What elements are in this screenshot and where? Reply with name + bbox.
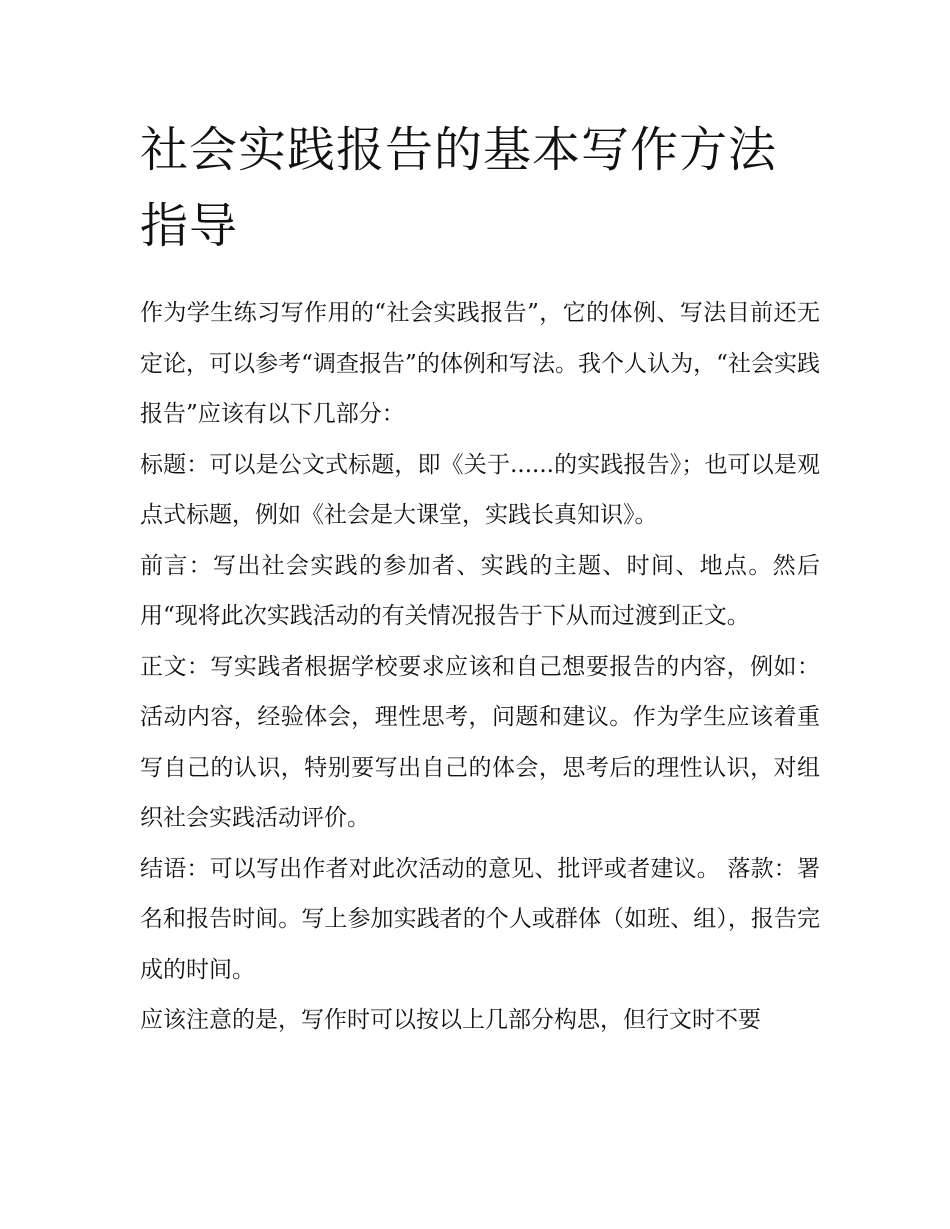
document-body [140, 288, 820, 1046]
document-title: 社会实践报告的基本写作方法指导 [140, 122, 778, 254]
paragraph-main-text: 正文：写实践者根据学校要求应该和自己想要报告的内容，例如：活动内容，经验体会，理性思考，问题和建议。作为学生应该着重写自己的认识，特别要写出自己的体会，思考后的理性认识，对组织社会实践活动评价。 [140, 653, 820, 831]
paragraph-notes: 应该注意的是，写作时可以按以上几部分构思，但行文时不要 [140, 1007, 761, 1033]
paragraph-conclusion: 结语：可以写出作者对此次活动的意见、批评或者建议。 落款：署名和报告时间。写上参加实践者的个人或群体（如班、组），报告完成的时间。 [140, 855, 820, 983]
paragraph-title-section: 标题：可以是公文式标题，即《关于......的实践报告》；也可以是观点式标题，例如《社会是大课堂，实践长真知识》。 [140, 451, 820, 528]
document-page [140, 112, 820, 1046]
paragraph-intro: 作为学生练习写作用的“社会实践报告”，它的体例、写法目前还无定论，可以参考“调查报告”的体例和写法。我个人认为，“社会实践报告”应该有以下几部分： [140, 300, 820, 427]
paragraph-preface: 前言：写出社会实践的参加者、实践的主题、时间、地点。然后用“现将此次实践活动的有关情况报告于下从而过渡到正文。 [140, 552, 820, 629]
